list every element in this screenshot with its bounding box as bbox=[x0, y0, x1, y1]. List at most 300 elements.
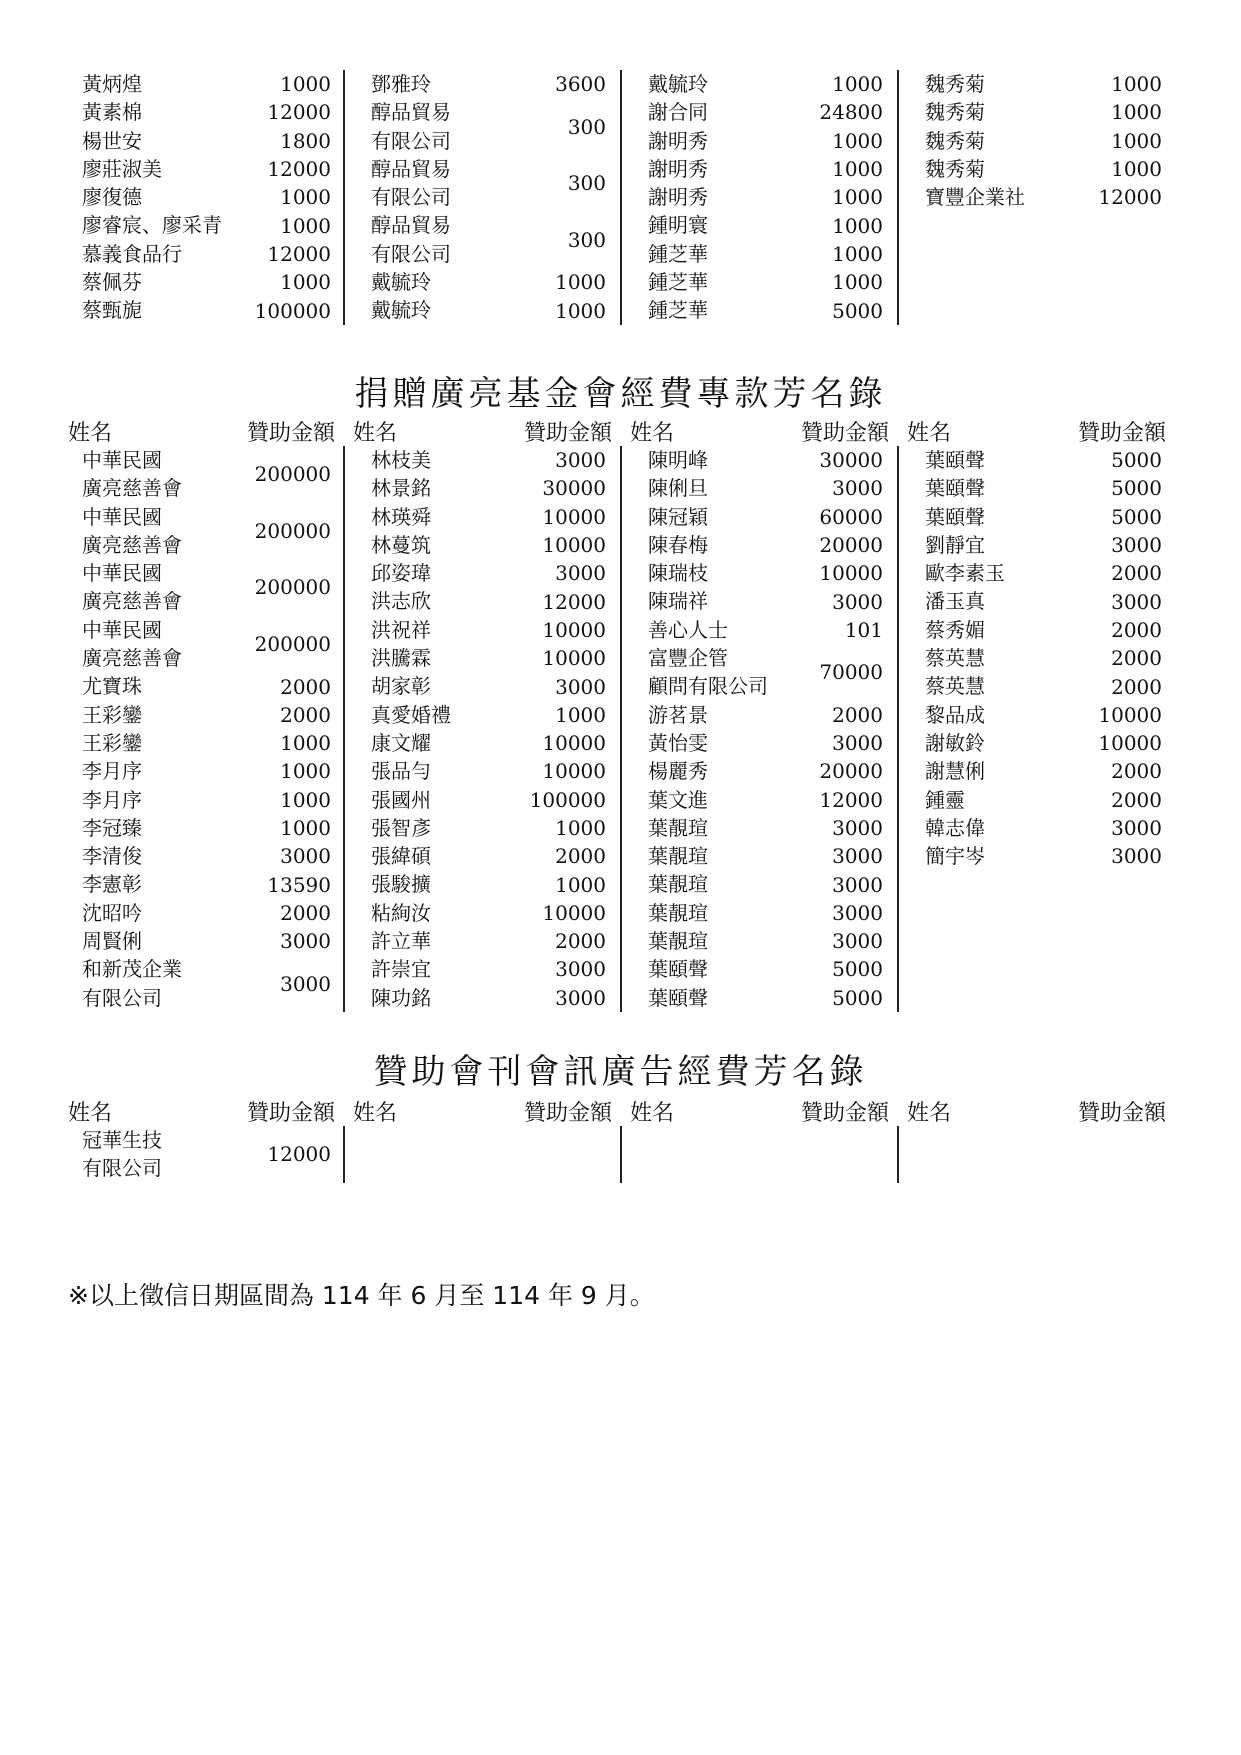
donor-name-line: 廣亮慈善會 bbox=[82, 589, 182, 614]
donor-name-line: 粘絢汝 bbox=[371, 900, 431, 925]
donor-column bbox=[68, 1126, 345, 1183]
donor-row bbox=[68, 559, 343, 616]
donor-name-line: 蔡秀媚 bbox=[925, 617, 985, 642]
donor-name bbox=[622, 927, 791, 955]
donor-name-line: 魏秀菊 bbox=[925, 128, 985, 153]
donation-amount: 24800 bbox=[819, 100, 883, 125]
footnote: ※以上徵信日期區間為 114 年 6 月至 114 年 9 月。 bbox=[68, 1281, 655, 1310]
donor-name-line: 有限公司 bbox=[371, 241, 451, 266]
donor-name bbox=[345, 211, 514, 268]
donor-row bbox=[345, 814, 620, 842]
donor-name bbox=[622, 616, 791, 644]
donation-amount: 1000 bbox=[280, 759, 331, 784]
donor-name-line: 鍾靈 bbox=[925, 787, 965, 812]
donation-amount: 3000 bbox=[832, 589, 883, 614]
donor-name-line: 張智彥 bbox=[371, 815, 431, 840]
donor-row bbox=[345, 757, 620, 785]
donation-amount: 1000 bbox=[1111, 100, 1162, 125]
donor-name bbox=[899, 644, 1070, 672]
donor-name-line: 林枝美 bbox=[371, 448, 431, 472]
donor-column bbox=[622, 70, 899, 325]
donor-name-line: 邱姿瑋 bbox=[371, 561, 431, 586]
donor-row bbox=[899, 842, 1176, 870]
donor-name-line: 黃怡雯 bbox=[648, 730, 708, 755]
donor-name bbox=[899, 729, 1070, 757]
donor-name bbox=[899, 559, 1070, 587]
donor-name-line: 葉頤聲 bbox=[925, 504, 985, 529]
donation-amount: 12000 bbox=[819, 787, 883, 812]
donor-name bbox=[68, 842, 239, 870]
donor-name bbox=[622, 644, 791, 701]
donor-name-line: 蔡英慧 bbox=[925, 674, 985, 699]
donation-amount: 2000 bbox=[1111, 759, 1162, 784]
donation-amount: 3000 bbox=[832, 929, 883, 954]
donor-name-line: 李清俊 bbox=[82, 844, 142, 869]
donor-name bbox=[899, 98, 1070, 126]
donor-name-line: 戴毓玲 bbox=[371, 298, 431, 323]
donor-name bbox=[345, 644, 514, 672]
donation-amount: 2000 bbox=[280, 702, 331, 727]
donor-name bbox=[622, 870, 791, 898]
donation-amount: 2000 bbox=[280, 900, 331, 925]
donor-name bbox=[68, 927, 239, 955]
donor-row bbox=[68, 183, 343, 211]
donation-amount: 10000 bbox=[1098, 731, 1162, 756]
donation-amount: 200000 bbox=[254, 632, 331, 657]
donor-row bbox=[68, 1126, 343, 1183]
donor-column bbox=[68, 70, 345, 325]
donor-name-line: 廣亮慈善會 bbox=[82, 476, 182, 501]
donor-row bbox=[345, 474, 620, 502]
donor-row bbox=[622, 899, 897, 927]
donor-row bbox=[622, 757, 897, 785]
donation-amount: 10000 bbox=[542, 617, 606, 642]
donor-row bbox=[622, 296, 897, 324]
donor-name-line: 葉頤聲 bbox=[925, 448, 985, 472]
donor-row bbox=[899, 587, 1176, 615]
donor-name-line: 魏秀菊 bbox=[925, 100, 985, 125]
donor-name-line: 張國州 bbox=[371, 787, 431, 812]
donor-name bbox=[622, 474, 791, 502]
donor-row bbox=[68, 786, 343, 814]
donation-amount: 1000 bbox=[555, 872, 606, 897]
donation-amount: 1000 bbox=[832, 270, 883, 295]
donation-amount: 2000 bbox=[1111, 674, 1162, 699]
donor-row bbox=[899, 127, 1176, 155]
donor-name bbox=[345, 814, 514, 842]
donor-row bbox=[899, 503, 1176, 531]
donor-name bbox=[68, 503, 239, 560]
donor-name bbox=[345, 503, 514, 531]
donor-name-line: 中華民國 bbox=[82, 448, 162, 472]
donor-row bbox=[345, 955, 620, 983]
donor-name bbox=[345, 955, 514, 983]
donor-row bbox=[68, 296, 343, 324]
donation-amount: 20000 bbox=[819, 759, 883, 784]
donor-row bbox=[345, 446, 620, 474]
donor-row bbox=[622, 474, 897, 502]
donation-amount: 13590 bbox=[267, 872, 331, 897]
donation-amount: 3000 bbox=[832, 872, 883, 897]
donation-amount: 2000 bbox=[1111, 561, 1162, 586]
donation-amount: 3000 bbox=[555, 674, 606, 699]
donor-name bbox=[345, 587, 514, 615]
donor-name bbox=[899, 446, 1070, 474]
donation-amount: 5000 bbox=[832, 957, 883, 982]
donor-name-line: 鍾芝華 bbox=[648, 241, 708, 266]
donor-name bbox=[622, 240, 791, 268]
donation-amount: 300 bbox=[567, 227, 606, 252]
donation-amount: 2000 bbox=[555, 929, 606, 954]
section1-table bbox=[68, 70, 1176, 325]
donor-name-line: 王彩鑾 bbox=[82, 730, 142, 755]
donor-name bbox=[622, 296, 791, 324]
donor-row bbox=[899, 644, 1176, 672]
header-amount-label: 贊助金額 bbox=[1077, 1100, 1166, 1126]
donor-row bbox=[622, 503, 897, 531]
donor-row bbox=[345, 155, 620, 212]
donor-name-line: 魏秀菊 bbox=[925, 156, 985, 181]
donor-row bbox=[345, 268, 620, 296]
header-amount-label: 贊助金額 bbox=[800, 420, 889, 446]
donor-name bbox=[899, 587, 1070, 615]
donor-name-line: 楊麗秀 bbox=[648, 759, 708, 784]
donor-row bbox=[622, 644, 897, 701]
header-name-label: 姓名 bbox=[630, 420, 675, 446]
donor-row bbox=[345, 587, 620, 615]
donor-name bbox=[899, 842, 1070, 870]
donor-name bbox=[622, 786, 791, 814]
donation-amount: 3000 bbox=[280, 844, 331, 869]
donor-name-line: 李月序 bbox=[82, 787, 142, 812]
donor-name bbox=[68, 155, 239, 183]
donor-name bbox=[622, 842, 791, 870]
donor-name bbox=[345, 474, 514, 502]
donor-name-line: 真愛婚禮 bbox=[371, 702, 451, 727]
column-header bbox=[68, 1096, 345, 1127]
section2-table bbox=[68, 416, 1176, 1012]
donor-row bbox=[345, 984, 620, 1012]
column-header bbox=[899, 1096, 1176, 1127]
section2-title: 捐贈廣亮基金會經費專款芳名錄 bbox=[354, 374, 887, 414]
donor-row bbox=[68, 616, 343, 673]
donor-name bbox=[622, 70, 791, 98]
donation-amount: 12000 bbox=[267, 157, 331, 182]
donation-amount: 3000 bbox=[555, 561, 606, 586]
donor-name bbox=[68, 870, 239, 898]
header-amount-label: 贊助金額 bbox=[523, 1100, 612, 1126]
donor-row bbox=[622, 531, 897, 559]
column-header bbox=[899, 416, 1176, 447]
donor-row bbox=[622, 98, 897, 126]
donor-row bbox=[68, 927, 343, 955]
donor-name bbox=[68, 268, 239, 296]
donor-name bbox=[345, 870, 514, 898]
donor-row bbox=[622, 786, 897, 814]
donation-amount: 3000 bbox=[1111, 844, 1162, 869]
header-name-label: 姓名 bbox=[630, 1100, 675, 1126]
donation-amount: 1000 bbox=[555, 702, 606, 727]
donor-name bbox=[68, 729, 239, 757]
donor-name bbox=[622, 268, 791, 296]
donor-name-line: 醇品貿易 bbox=[371, 100, 451, 125]
donor-name-line: 韓志偉 bbox=[925, 815, 985, 840]
donor-name-line: 陳冠穎 bbox=[648, 504, 708, 529]
donation-amount: 1000 bbox=[555, 816, 606, 840]
donation-amount: 2000 bbox=[1111, 646, 1162, 671]
donor-name bbox=[345, 268, 514, 296]
section2-header bbox=[68, 416, 1176, 446]
section3-header bbox=[68, 1096, 1176, 1126]
donation-amount: 30000 bbox=[819, 448, 883, 473]
donor-name-line: 蔡甄旎 bbox=[82, 298, 142, 323]
donor-row bbox=[68, 899, 343, 927]
donation-amount: 3000 bbox=[1111, 816, 1162, 840]
donor-column bbox=[622, 1126, 899, 1183]
donor-name bbox=[68, 446, 239, 503]
donation-amount: 1000 bbox=[280, 787, 331, 812]
donation-amount: 12000 bbox=[1098, 185, 1162, 210]
donation-amount: 100000 bbox=[529, 787, 606, 812]
donor-name bbox=[622, 211, 791, 239]
donor-name-line: 林景銘 bbox=[371, 476, 431, 501]
donor-name-line: 謝慧俐 bbox=[925, 759, 985, 784]
donor-name bbox=[899, 70, 1070, 98]
donor-row bbox=[622, 211, 897, 239]
donor-column bbox=[68, 446, 345, 1012]
donor-name-line: 廖睿宸、廖采青 bbox=[82, 213, 222, 238]
donation-amount: 200000 bbox=[254, 575, 331, 600]
donor-name bbox=[68, 559, 239, 616]
donor-row bbox=[622, 870, 897, 898]
donor-row bbox=[899, 474, 1176, 502]
donor-name bbox=[68, 899, 239, 927]
donor-name-line: 醇品貿易 bbox=[371, 156, 451, 181]
donor-name-line: 葉文進 bbox=[648, 787, 708, 812]
donor-name-line: 沈昭吟 bbox=[82, 900, 142, 925]
donor-name-line: 寶豐企業社 bbox=[925, 185, 1025, 210]
donor-name-line: 葉靚瑄 bbox=[648, 844, 708, 869]
donor-row bbox=[68, 240, 343, 268]
donation-amount: 60000 bbox=[819, 504, 883, 529]
donor-row bbox=[899, 559, 1176, 587]
donor-name bbox=[345, 98, 514, 155]
donor-name-line: 張緯碩 bbox=[371, 844, 431, 869]
donation-amount: 2000 bbox=[280, 674, 331, 699]
donor-name bbox=[345, 446, 514, 474]
donation-amount: 3600 bbox=[555, 72, 606, 97]
header-amount-label: 贊助金額 bbox=[1077, 420, 1166, 446]
donation-amount: 3000 bbox=[832, 816, 883, 840]
donor-row bbox=[622, 955, 897, 983]
donor-name bbox=[899, 672, 1070, 700]
donor-name bbox=[899, 616, 1070, 644]
donation-amount: 10000 bbox=[1098, 702, 1162, 727]
donation-amount: 1000 bbox=[1111, 72, 1162, 97]
donor-row bbox=[899, 98, 1176, 126]
donor-name bbox=[68, 701, 239, 729]
donor-name-line: 鍾芝華 bbox=[648, 298, 708, 323]
donor-name bbox=[68, 616, 239, 673]
donor-row bbox=[68, 814, 343, 842]
donor-row bbox=[345, 531, 620, 559]
donation-amount: 1000 bbox=[832, 128, 883, 153]
donor-name-line: 陳明峰 bbox=[648, 448, 708, 472]
donor-row bbox=[345, 899, 620, 927]
donor-name bbox=[345, 559, 514, 587]
donor-name bbox=[899, 786, 1070, 814]
donor-name-line: 林蔓筑 bbox=[371, 532, 431, 557]
donor-name-line: 葉頤聲 bbox=[648, 957, 708, 982]
donor-name bbox=[622, 155, 791, 183]
donor-name bbox=[622, 814, 791, 842]
donor-row bbox=[622, 729, 897, 757]
donor-name bbox=[68, 786, 239, 814]
donor-row bbox=[899, 446, 1176, 474]
donor-name-line: 葉靚瑄 bbox=[648, 900, 708, 925]
donor-name-line: 尤寶珠 bbox=[82, 674, 142, 699]
donor-name-line: 陳春梅 bbox=[648, 532, 708, 557]
donation-amount: 1800 bbox=[280, 128, 331, 153]
donor-name-line: 鄧雅玲 bbox=[371, 72, 431, 96]
header-name-label: 姓名 bbox=[353, 1100, 398, 1126]
donation-amount: 3000 bbox=[832, 844, 883, 869]
donor-name bbox=[622, 531, 791, 559]
donor-row bbox=[622, 984, 897, 1012]
donation-amount: 12000 bbox=[267, 100, 331, 125]
donor-name bbox=[68, 672, 239, 700]
donation-amount: 1000 bbox=[1111, 157, 1162, 182]
donor-name-line: 魏秀菊 bbox=[925, 72, 985, 96]
section3-title: 贊助會刊會訊廣告經費芳名錄 bbox=[373, 1052, 868, 1092]
donor-name-line: 洪祝祥 bbox=[371, 617, 431, 642]
donor-name bbox=[345, 701, 514, 729]
donation-amount: 1000 bbox=[280, 270, 331, 295]
donor-name-line: 謝合同 bbox=[648, 100, 708, 125]
donor-name bbox=[345, 531, 514, 559]
donor-name-line: 黎品成 bbox=[925, 702, 985, 727]
donor-name-line: 洪騰霖 bbox=[371, 646, 431, 671]
donor-row bbox=[622, 70, 897, 98]
donation-amount: 200000 bbox=[254, 462, 331, 487]
donor-column bbox=[899, 70, 1176, 325]
header-name-label: 姓名 bbox=[907, 1100, 952, 1126]
donor-name-line: 謝明秀 bbox=[648, 156, 708, 181]
donation-amount: 1000 bbox=[1111, 128, 1162, 153]
donation-amount: 10000 bbox=[542, 533, 606, 558]
donation-amount: 1000 bbox=[555, 298, 606, 323]
donor-row bbox=[68, 701, 343, 729]
donor-row bbox=[68, 842, 343, 870]
donation-amount: 10000 bbox=[542, 504, 606, 529]
donation-amount: 10000 bbox=[819, 561, 883, 586]
donor-name-line: 楊世安 bbox=[82, 128, 142, 153]
donor-row bbox=[345, 729, 620, 757]
donor-name-line: 康文耀 bbox=[371, 730, 431, 755]
donor-name-line: 富豐企管 bbox=[648, 646, 728, 671]
donor-name-line: 王彩鑾 bbox=[82, 702, 142, 727]
donor-name bbox=[622, 559, 791, 587]
donor-name-line: 陳功銘 bbox=[371, 985, 431, 1010]
donation-amount: 1000 bbox=[280, 185, 331, 210]
header-amount-label: 贊助金額 bbox=[523, 420, 612, 446]
donor-name-line: 許崇宜 bbox=[371, 957, 431, 982]
donor-name-line: 謝敏鈴 bbox=[925, 730, 985, 755]
donation-amount: 1000 bbox=[832, 157, 883, 182]
donor-column bbox=[345, 1126, 622, 1183]
donor-name bbox=[345, 296, 514, 324]
donor-name-line: 廖復德 bbox=[82, 185, 142, 210]
donor-row bbox=[622, 446, 897, 474]
donor-row bbox=[345, 870, 620, 898]
donor-name-line: 和新茂企業 bbox=[82, 957, 182, 982]
donor-name-line: 歐李素玉 bbox=[925, 561, 1005, 586]
donor-row bbox=[899, 701, 1176, 729]
donation-amount: 10000 bbox=[542, 759, 606, 784]
donor-row bbox=[622, 701, 897, 729]
donor-name-line: 善心人士 bbox=[648, 617, 728, 642]
donation-amount: 3000 bbox=[280, 929, 331, 954]
donor-name-line: 周賢俐 bbox=[82, 929, 142, 954]
donor-row bbox=[345, 98, 620, 155]
donation-amount: 12000 bbox=[267, 241, 331, 266]
donor-name bbox=[68, 757, 239, 785]
donor-row bbox=[345, 296, 620, 324]
donor-row bbox=[345, 842, 620, 870]
donor-name-line: 謝明秀 bbox=[648, 185, 708, 210]
donation-amount: 3000 bbox=[280, 971, 331, 996]
donor-row bbox=[68, 757, 343, 785]
donor-name bbox=[899, 183, 1070, 211]
donor-row bbox=[345, 672, 620, 700]
donor-row bbox=[345, 211, 620, 268]
donor-name bbox=[345, 927, 514, 955]
donor-column bbox=[899, 1126, 1176, 1183]
donor-name-line: 葉靚瑄 bbox=[648, 872, 708, 897]
donor-row bbox=[899, 729, 1176, 757]
donor-name bbox=[622, 446, 791, 474]
donor-name-line: 胡家彰 bbox=[371, 674, 431, 699]
donation-amount: 100000 bbox=[254, 298, 331, 323]
donor-name bbox=[345, 672, 514, 700]
donor-name bbox=[68, 814, 239, 842]
donor-name bbox=[899, 814, 1070, 842]
donation-amount: 200000 bbox=[254, 518, 331, 543]
section3-table bbox=[68, 1096, 1176, 1183]
donor-name bbox=[622, 503, 791, 531]
donor-row bbox=[899, 786, 1176, 814]
donor-name-line: 李憲彰 bbox=[82, 872, 142, 897]
donor-name-line: 廣亮慈善會 bbox=[82, 532, 182, 557]
donor-name bbox=[68, 183, 239, 211]
donation-amount: 12000 bbox=[267, 1142, 331, 1167]
donor-name bbox=[68, 296, 239, 324]
donor-name-line: 戴毓玲 bbox=[648, 72, 708, 96]
donor-name bbox=[899, 503, 1070, 531]
donor-name-line: 黃炳煌 bbox=[82, 72, 142, 96]
donor-row bbox=[622, 240, 897, 268]
donor-row bbox=[345, 559, 620, 587]
donor-row bbox=[68, 672, 343, 700]
donation-amount: 1000 bbox=[832, 185, 883, 210]
donation-amount: 1000 bbox=[832, 241, 883, 266]
donor-row bbox=[899, 814, 1176, 842]
donor-name-line: 葉靚瑄 bbox=[648, 815, 708, 840]
donor-row bbox=[68, 211, 343, 239]
donor-column bbox=[345, 446, 622, 1012]
donor-name-line: 有限公司 bbox=[82, 1156, 162, 1181]
donor-name bbox=[899, 127, 1070, 155]
